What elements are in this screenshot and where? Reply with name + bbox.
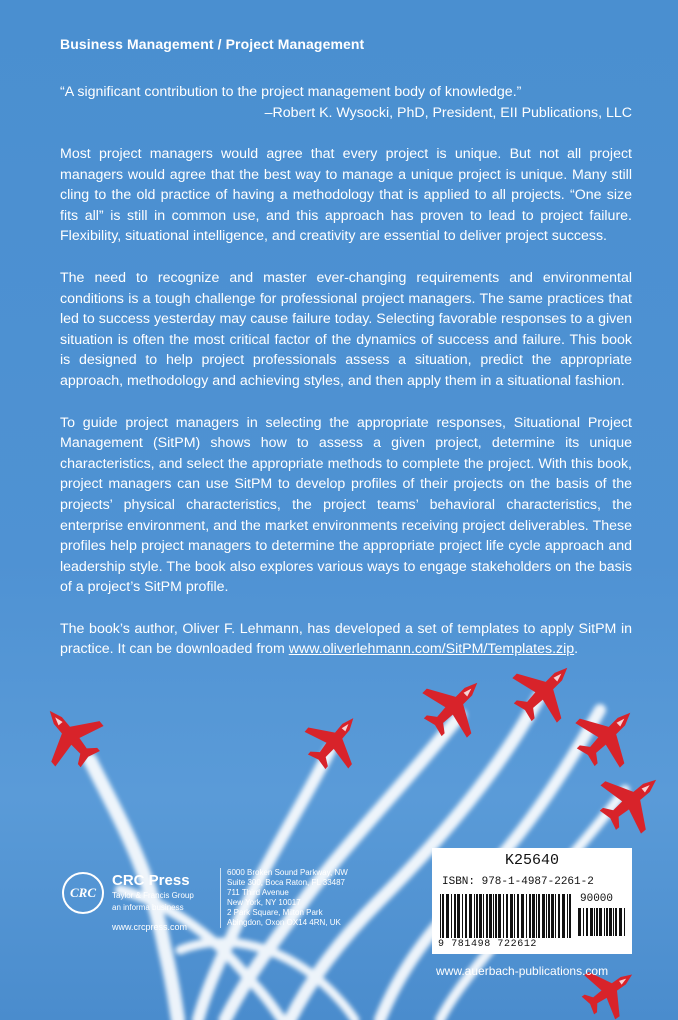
barcode-bar <box>440 894 441 938</box>
barcode-bar <box>454 894 456 938</box>
barcode-bar <box>474 894 475 938</box>
barcode-bar <box>498 894 501 938</box>
barcode-bar <box>521 894 524 938</box>
barcode-bar <box>442 894 444 938</box>
category-label: Business Management / Project Management <box>60 36 365 52</box>
description <box>60 144 632 681</box>
address-line: New York, NY 10017 <box>227 898 301 907</box>
barcode-bar <box>526 894 527 938</box>
barcode-bar <box>517 894 519 938</box>
barcode-bar <box>555 894 556 938</box>
barcode-bar <box>462 894 463 938</box>
price-barcode <box>578 908 628 938</box>
barcode-bar <box>457 894 460 938</box>
barcode-bar <box>578 908 581 936</box>
paragraph-2: The need to recognize and master ever-changing requirements and environmental conditions is a tough challenge for professional project managers. The same practices that led to success yesterday may cause failure today. Selecting favorable responses to a given situation is often the most critical factor of the dynamics of success and failure. This book is designed to help project professionals assess a situation, predict the appropriate approach, methodology and achieving styles, and then apply them in a situational fashion. <box>60 269 632 389</box>
paragraph-4-text: The book’s author, Oliver F. Lehmann, has developed a set of templates to apply SitPM in practice. It can be downloaded from <box>60 620 632 658</box>
barcode-bar <box>479 894 482 938</box>
barcode-bar <box>594 908 595 936</box>
barcode-bar <box>493 894 494 938</box>
barcode-bar <box>562 894 565 938</box>
barcode-bar <box>599 908 602 936</box>
publisher-group: Taylor & Francis Group <box>112 891 194 900</box>
jet-3 <box>410 660 499 749</box>
price-code: 90000 <box>580 893 614 905</box>
crc-logo: CRC <box>62 872 104 914</box>
barcode-box <box>432 848 632 954</box>
barcode-bar <box>590 908 593 936</box>
jet-7 <box>572 952 647 1020</box>
barcode-bar <box>613 908 614 936</box>
address-line: Suite 300, Boca Raton, FL 33487 <box>227 878 346 887</box>
templates-link[interactable]: www.oliverlehmann.com/SitPM/Templates.zip <box>288 641 575 658</box>
barcode-bar <box>489 894 492 938</box>
publisher-address <box>220 868 348 928</box>
endorsement-quote <box>60 82 632 124</box>
jet-5 <box>563 690 652 779</box>
barcode-bar <box>476 894 478 938</box>
barcode-bar <box>514 894 515 938</box>
barcode-bar <box>495 894 497 938</box>
barcode-bar <box>451 894 452 938</box>
address-line: Abingdon, Oxon OX14 4RN, UK <box>227 918 341 927</box>
barcode-bar <box>569 894 571 938</box>
jet-2 <box>295 700 375 780</box>
jet-6 <box>588 756 677 845</box>
paragraph-3: To guide project managers in selecting the appropriate responses, Situational Project Management (SitPM) shows how to assess a given project, determine its unique characteristics, and select the appropriate methods to complete the project. With this book, project managers can use SitPM to develop profiles of their projects on the basis of the projects’ physical characteristics, the project teams’ behavioral characteristics, the enterprise environment, and the market environments receiving project deliverables. These profiles help project managers to determine the appropriate project life cycle approach and leadership style. The book also explores various ways to engage stakeholders on the basis of a project’s SitPM profile. <box>60 414 632 596</box>
barcode-bar <box>606 908 608 936</box>
barcode-bar <box>596 908 598 936</box>
publisher-website[interactable]: www.crcpress.com <box>112 922 188 932</box>
quote-attribution: –Robert K. Wysocki, PhD, President, EII Publications, LLC <box>264 105 632 121</box>
barcode-bar <box>546 894 547 938</box>
barcode-bar <box>510 894 513 938</box>
barcode-bar <box>558 894 560 938</box>
jet-4 <box>500 650 589 735</box>
barcode-bar <box>542 894 545 938</box>
barcode-bar <box>619 908 622 936</box>
barcode-bar <box>548 894 550 938</box>
barcode-bar <box>624 908 625 936</box>
footer-website[interactable]: www.auerbach-publications.com <box>436 964 609 978</box>
barcode-bar <box>538 894 540 938</box>
barcode-bar <box>551 894 554 938</box>
barcode-bar <box>483 894 484 938</box>
address-line: 711 Third Avenue <box>227 888 289 897</box>
quote-text: “A significant contribution to the project management body of knowledge.” <box>60 84 522 100</box>
isbn-barcode <box>440 894 572 940</box>
barcode-bar <box>604 908 605 936</box>
barcode-bar <box>586 908 588 936</box>
publisher-block <box>62 868 382 938</box>
barcode-bar <box>446 894 449 938</box>
barcode-bar <box>465 894 467 938</box>
barcode-bar <box>583 908 584 936</box>
barcode-bar <box>486 894 488 938</box>
isbn-number: ISBN: 978-1-4987-2261-2 <box>442 876 594 888</box>
barcode-bar <box>567 894 568 938</box>
barcode-bar <box>469 894 472 938</box>
barcode-bar <box>609 908 612 936</box>
publisher-informa: an informa business <box>112 903 184 912</box>
barcode-bar <box>506 894 508 938</box>
address-line: 6000 Broken Sound Parkway, NW <box>227 868 348 877</box>
barcode-bar <box>529 894 531 938</box>
paragraph-4-end: . <box>574 641 579 658</box>
address-line: 2 Park Square, Milton Park <box>227 908 323 917</box>
barcode-bar <box>615 908 617 936</box>
jet-1 <box>26 691 115 780</box>
barcode-digits: 9 781498 722612 <box>438 939 538 950</box>
publisher-name: CRC Press <box>112 872 190 889</box>
product-code: K25640 <box>504 852 559 869</box>
barcode-bar <box>532 894 535 938</box>
barcode-bar <box>503 894 504 938</box>
barcode-bar <box>536 894 537 938</box>
paragraph-1: Most project managers would agree that every project is unique. But not all project managers would agree that the best way to manage a unique project is unique. Many still cling to the old practice of having a methodology that is applied to all projects. “One size fits all” is still in common use, and this approach has proven to lead to project failure. Flexibility, situational intelligence, and creativity are essential to deliver project success. <box>60 146 632 245</box>
